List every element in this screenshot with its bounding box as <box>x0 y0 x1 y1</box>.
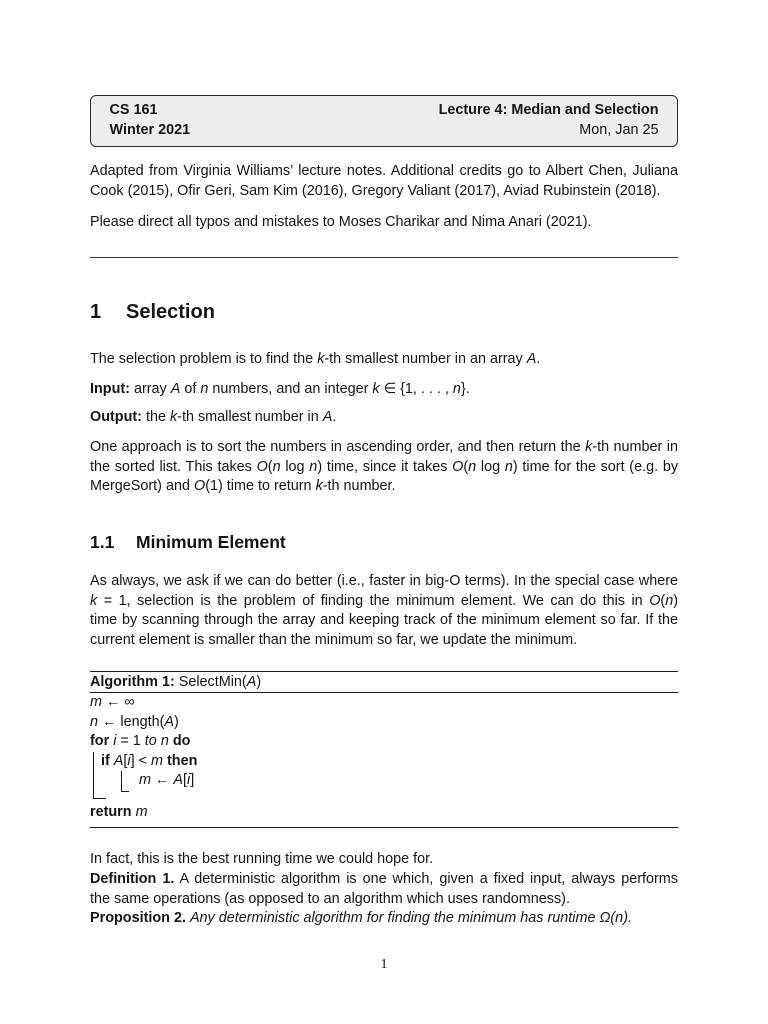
text-run: ( <box>463 458 469 475</box>
errata-paragraph <box>90 213 678 233</box>
input-paragraph <box>90 380 678 400</box>
algorithm-box <box>90 671 678 828</box>
algorithm-line <box>90 693 135 713</box>
section-divider <box>90 257 678 258</box>
math-variable: n <box>272 458 281 475</box>
bold-label: for <box>90 733 110 749</box>
math-variable: m <box>90 694 102 710</box>
text-run: ) <box>256 673 262 690</box>
algorithm-bottom-rule <box>90 827 678 828</box>
subsection-title: Minimum Element <box>136 532 286 552</box>
algorithm-line <box>90 803 148 823</box>
math-variable: i <box>127 752 131 769</box>
math-variable: m <box>151 752 164 769</box>
text-run: ( <box>660 592 666 609</box>
algorithm-caption-rule <box>90 692 678 693</box>
algorithm-caption <box>90 672 261 692</box>
text-run: In fact, this is the best running time we could hope for. <box>90 851 434 867</box>
text-run: time by scanning through the array and keeping track of the minimum element so far. If the <box>90 612 678 628</box>
text-line <box>90 890 678 910</box>
bold-label: if <box>101 752 110 769</box>
text-run: ) <box>174 713 179 730</box>
text-run: -th smallest number in an array <box>324 351 527 367</box>
bold-label: do <box>172 733 191 749</box>
math-variable: m <box>139 772 151 788</box>
proposition-paragraph <box>90 909 678 929</box>
text-run: of <box>180 381 201 397</box>
text-line <box>90 592 678 612</box>
text-line <box>90 380 678 400</box>
section-number: 1 <box>90 301 102 323</box>
bold-label: Algorithm 1: <box>90 673 175 690</box>
text-run: . <box>536 351 541 367</box>
text-run: ) time, since it takes <box>317 458 453 475</box>
text-run: ] < <box>130 752 152 769</box>
text-run: -th smallest number in <box>177 409 323 425</box>
text-line <box>90 350 678 370</box>
math-variable: m <box>135 804 148 820</box>
text-run: ) time for the sort (e.g. by <box>512 458 679 475</box>
math-variable: A <box>526 351 537 367</box>
math-variable: A <box>164 713 175 730</box>
math-variable: n <box>452 381 461 397</box>
math-variable: k <box>585 439 593 455</box>
algorithm-line <box>90 732 190 752</box>
text-line <box>90 870 678 890</box>
text-run: . <box>332 409 337 425</box>
math-variable: A <box>170 381 181 397</box>
bold-label: Proposition 2. <box>90 910 186 926</box>
math-variable: A <box>246 673 257 690</box>
text-run: SelectMin( <box>174 673 247 690</box>
text-line <box>90 213 678 233</box>
math-variable: i <box>187 772 191 788</box>
text-run: current element is smaller than the minimum so far, we update the minimum. <box>90 631 578 648</box>
subsection-number: 1.1 <box>90 532 115 552</box>
math-variable: n <box>200 381 209 397</box>
text-line <box>90 631 678 651</box>
math-variable: n <box>160 733 169 749</box>
text-run: ( <box>267 458 273 475</box>
minimum-motivation-paragraph <box>90 572 678 650</box>
text-line <box>90 182 678 202</box>
text-run: As always, we ask if we can do better (i.e., faster in big-O terms). In the special case where <box>90 573 678 589</box>
text-line <box>90 909 678 929</box>
lecture-title: Lecture 4: Median and Selection <box>438 102 659 118</box>
text-run: ∈ {1, . . . , <box>379 381 453 397</box>
header-row-bottom <box>110 120 659 140</box>
text-run: = 1, selection is the problem of finding the minimum element. We can do this in <box>97 592 650 609</box>
remark-paragraph <box>90 850 678 870</box>
text-run: One approach is to sort the numbers in ascending order, and then return the <box>90 439 586 455</box>
algorithm-line <box>101 752 197 772</box>
math-variable: i <box>113 733 117 749</box>
algorithm-line <box>139 771 194 791</box>
math-variable: O <box>256 458 268 475</box>
text-run: ← ∞ <box>102 694 135 710</box>
course-code: CS 161 <box>109 102 158 118</box>
text-line <box>90 850 678 870</box>
document-header <box>90 95 678 147</box>
math-variable: k <box>169 409 178 425</box>
text-run: the sorted list. This takes <box>90 458 257 475</box>
subsection-heading <box>90 531 286 553</box>
bold-label: Output: <box>90 409 142 425</box>
text-run: numbers, and an integer <box>208 381 373 397</box>
section-title: Selection <box>126 301 215 323</box>
text-run: -th number. <box>322 478 396 494</box>
text-run: Cook (2015), Ofir Geri, Sam Kim (2016), Gregory Valiant (2017), Aviad Rubinstein (2018). <box>90 182 661 199</box>
text-run: log <box>476 458 505 475</box>
math-variable: A <box>322 409 333 425</box>
bold-label: Input: <box>90 381 130 397</box>
text-run: the same operations (as opposed to an algorithm which uses randomness). <box>90 890 570 907</box>
text-run: Please direct all typos and mistakes to Moses Charikar and Nima Anari (2021). <box>90 214 592 230</box>
text-line <box>90 477 678 497</box>
definition-paragraph <box>90 870 678 909</box>
text-run: = 1 <box>116 733 145 749</box>
if-block-bracket <box>121 771 129 792</box>
algorithm-line <box>90 713 179 733</box>
text-run: MergeSort) and <box>90 478 194 494</box>
italic-run: Any deterministic algorithm for finding the minimum has runtime Ω(n). <box>189 910 632 926</box>
text-run: [ <box>183 772 187 788</box>
math-variable: k <box>317 351 325 367</box>
lecture-date: Mon, Jan 25 <box>579 122 659 138</box>
text-run: (1) time to return <box>205 478 316 494</box>
math-variable: O <box>649 592 661 609</box>
text-run: ← <box>151 772 174 788</box>
math-variable: n <box>665 592 674 609</box>
text-run: array <box>129 381 171 397</box>
math-variable: O <box>193 478 206 494</box>
math-variable: k <box>90 592 98 609</box>
output-paragraph <box>90 408 678 428</box>
math-variable: n <box>90 713 99 730</box>
text-run: [ <box>123 752 128 769</box>
math-variable: k <box>372 381 380 397</box>
text-run: ← length( <box>98 713 165 730</box>
bold-label: return <box>90 804 132 820</box>
text-line <box>90 408 678 428</box>
sorting-approach-paragraph <box>90 438 678 497</box>
text-run: }. <box>460 381 470 397</box>
text-run: The selection problem is to find the <box>90 351 318 367</box>
bold-label: Definition 1. <box>90 871 175 887</box>
page-number: 1 <box>380 957 388 972</box>
for-loop-bracket <box>93 752 106 799</box>
math-variable: n <box>468 458 477 475</box>
text-line <box>90 162 678 182</box>
math-variable: A <box>113 752 124 769</box>
text-line <box>90 572 678 592</box>
math-variable: A <box>173 772 183 788</box>
italic-run: to <box>144 733 157 749</box>
bold-label: then <box>167 752 198 769</box>
text-line <box>90 438 678 458</box>
text-run: the <box>141 409 170 425</box>
math-variable: O <box>452 458 464 475</box>
text-run: Adapted from Virginia Williams’ lecture notes. Additional credits go to Albert Chen, Juliana <box>90 163 678 179</box>
text-run: ] <box>190 772 195 788</box>
header-row-top <box>110 100 659 120</box>
text-run: ) <box>673 592 678 609</box>
section-heading <box>90 297 215 327</box>
math-variable: n <box>309 458 318 475</box>
term-label: Winter 2021 <box>109 122 191 138</box>
math-variable: k <box>315 478 323 494</box>
credits-paragraph <box>90 162 678 201</box>
text-run: log <box>280 458 310 475</box>
text-run: -th number in <box>592 439 678 455</box>
text-run: A deterministic algorithm is one which, given a fixed input, always performs <box>174 871 678 887</box>
text-line <box>90 611 678 631</box>
text-line <box>90 458 678 478</box>
math-variable: n <box>504 458 513 475</box>
problem-statement-paragraph <box>90 350 678 370</box>
